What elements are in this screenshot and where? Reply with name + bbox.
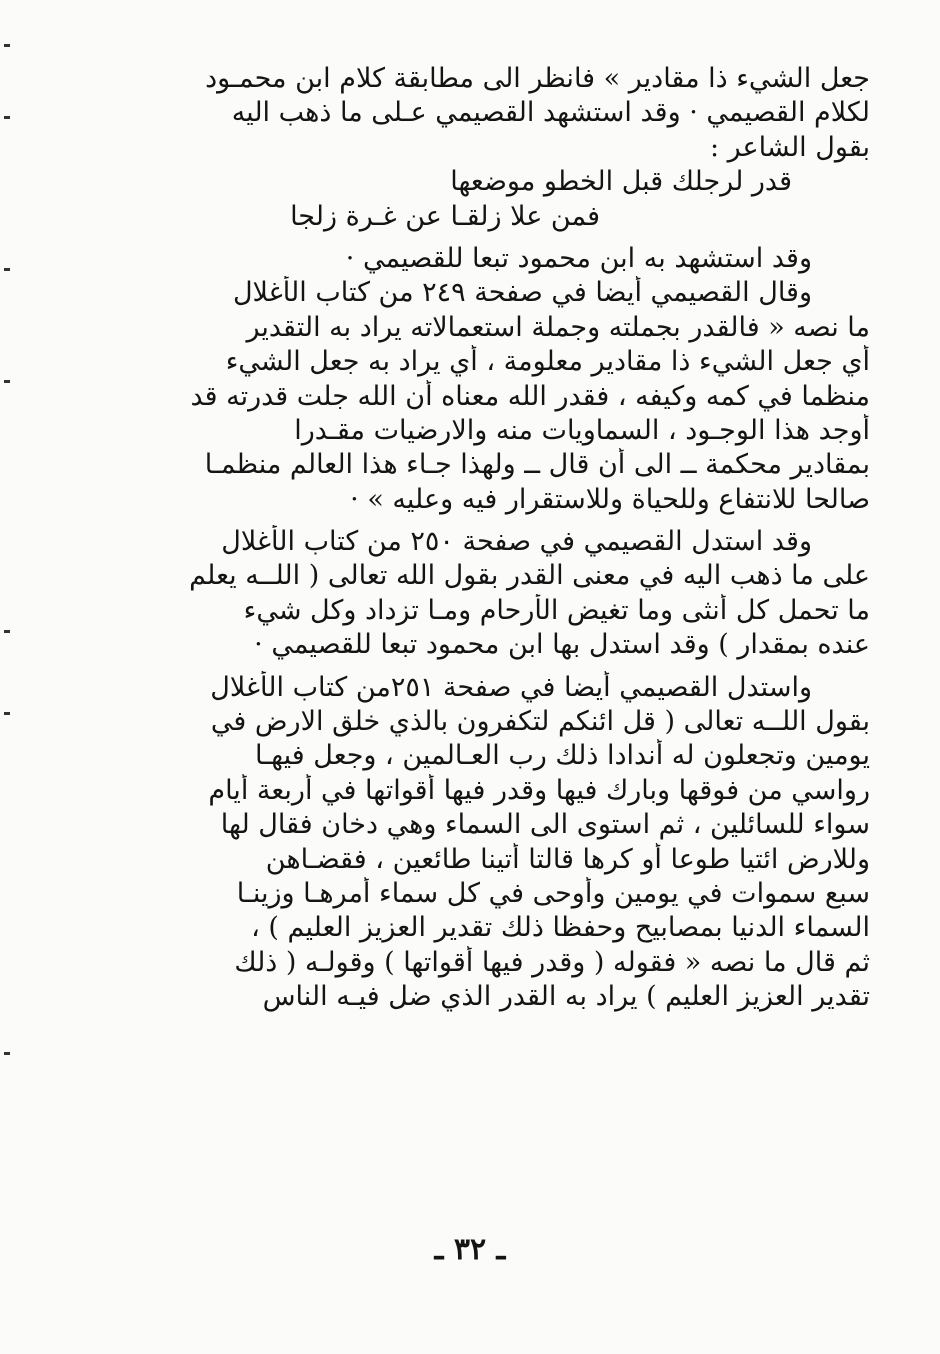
page-text [88, 62, 870, 1015]
text-line: وقد استشهد به ابن محمود تبعا للقصيمي · [345, 242, 812, 274]
margin-mark [4, 44, 10, 47]
text-line: تقدير العزيز العليم ) يراد به القدر الذي ضل فيـه الناس [262, 981, 870, 1013]
margin-mark [4, 712, 10, 715]
paragraph-start: وقال القصيمي أيضا في صفحة ٢٤٩ من كتاب الأغلال [232, 277, 812, 309]
text-line: سواء للسائلين ، ثم استوى الى السماء وهي دخان فقال لها [220, 809, 870, 841]
text-line: ما نصه « فالقدر بجملته وجملة استعمالاته يراد به التقدير [246, 311, 870, 343]
margin-mark [4, 1052, 10, 1055]
verse-line: فمن علا زلقـا عن غـرة زلجا [290, 200, 600, 232]
text-line: وللارض ائتيا طوعا أو كرها قالتا أتينا طائعين ، فقضـاهن [265, 843, 870, 875]
text-line: بمقادير محكمة ــ الى أن قال ــ ولهذا جـاء هذا العالم منظمـا [204, 449, 870, 481]
text-line: ثم قال ما نصه « فقوله ( وقدر فيها أقواتها ) وقولـه ( ذلك [234, 946, 870, 978]
text-line: أي جعل الشيء ذا مقادير معلومة ، أي يراد به جعل الشيء [225, 346, 870, 378]
text-line: بقول اللــه تعالى ( قل ائنكم لتكفرون بالذي خلق الارض في [210, 706, 870, 738]
text-line: على ما ذهب اليه في معنى القدر بقول الله تعالى ( اللــه يعلم [189, 560, 870, 592]
margin-mark [4, 268, 10, 271]
text-line: بقول الشاعر : [709, 131, 870, 163]
text-line: يومين وتجعلون له أندادا ذلك رب العـالمين ، وجعل فيهـا [255, 740, 870, 772]
text-line: ما تحمل كل أنثى وما تغيض الأرحام ومـا تزداد وكل شيء [243, 594, 870, 626]
text-line: السماء الدنيا بمصابيح وحفظا ذلك تقدير العزيز العليم ) ، [251, 912, 870, 944]
text-line: لكلام القصيمي · وقد استشهد القصيمي عـلى ما ذهب اليه [231, 97, 870, 129]
page-number: ـ ٣٢ ـ [434, 1232, 506, 1267]
paragraph-start: وقد استدل القصيمي في صفحة ٢٥٠ من كتاب الأغلال [221, 526, 812, 558]
text-line: جعل الشيء ذا مقادير » فانظر الى مطابقة كلام ابن محمـود [205, 63, 870, 94]
text-line: سبع سموات في يومين وأوحى في كل سماء أمرهـا وزينـا [236, 877, 870, 909]
text-line: عنده بمقدار ) وقد استدل بها ابن محمود تبعا للقصيمي · [254, 629, 870, 661]
text-line: رواسي من فوقها وبارك فيها وقدر فيها أقواتها في أربعة أيام [208, 774, 870, 806]
paragraph-start: واستدل القصيمي أيضا في صفحة ٢٥١من كتاب الأغلال [210, 671, 812, 703]
text-line: أوجد هذا الوجـود ، السماويات منه والارضيات مقـدرا [294, 414, 870, 446]
margin-mark [4, 630, 10, 633]
text-line: صالحا للانتفاع وللحياة وللاستقرار فيه وعليه » · [350, 483, 870, 515]
verse-line: قدر لرجلك قبل الخطو موضعها [450, 166, 792, 198]
text-line: منظما في كمه وكيفه ، فقدر الله معناه أن الله جلت قدرته قد [190, 380, 870, 412]
margin-mark [4, 116, 10, 119]
margin-mark [4, 380, 10, 383]
